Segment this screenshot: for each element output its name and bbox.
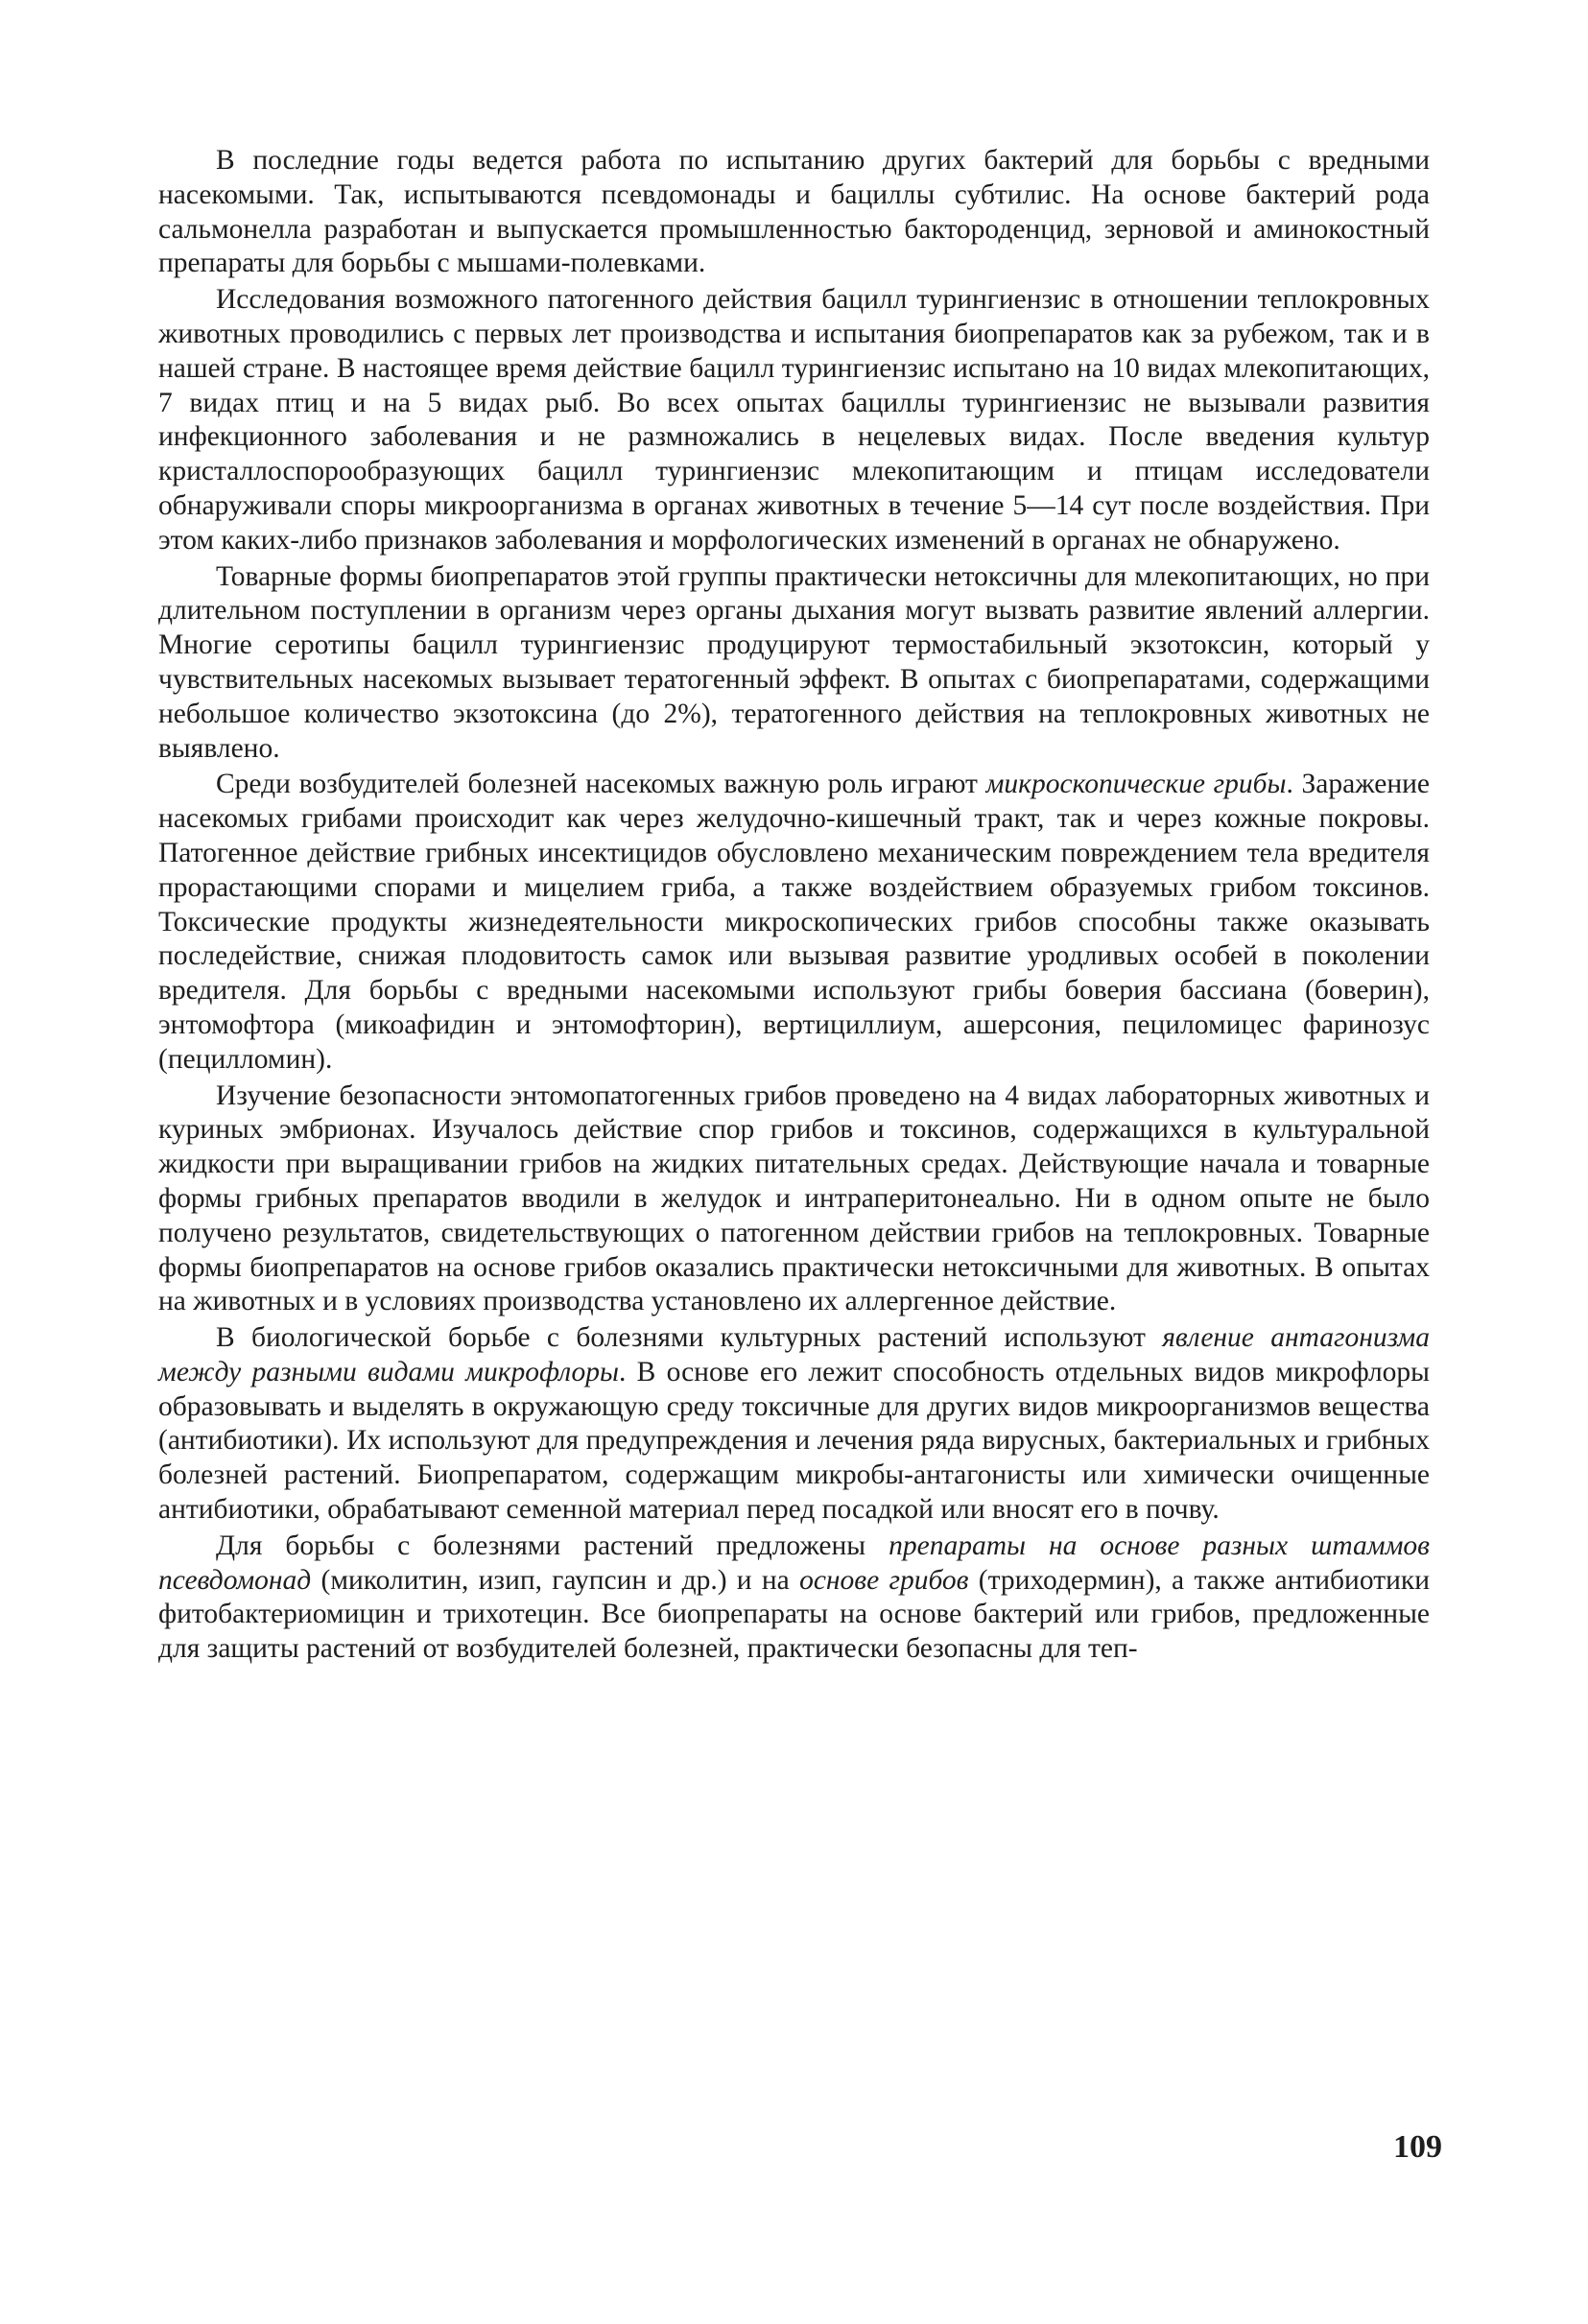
paragraph-commercial-forms: Товарные формы биопрепаратов этой группы практически нетоксичны для млекопитающих, но при длительном поступлении в организм через органы дыхания могут вызвать развитие явлений аллергии. Многие серотипы бацилл турингиензис продуцируют термостабильный экзотоксин, который у чувствительных насекомых вызывает тератогенный эффект. В опытах с биопрепаратами, содержащими небольшое количество экзотоксина (до 2%), тератогенного действия на теплокровных животных не выявлено.	[158, 560, 1430, 764]
page-number: 109	[1393, 2129, 1442, 2165]
paragraph-antagonism: В биологической борьбе с болезнями культурных растений используют явление антагонизма между разными видами микрофлоры. В основе его лежит способность отдельных видов микрофлоры образовывать и выделять в окружающую среду токсичные для других видов микроорганизмов вещества (антибиотики). Их используют для предупреждения и лечения ряда вирусных, бактериальных и грибных болезней растений. Биопрепаратом, содержащим микробы-антагонисты или химически очищенные антибиотики, обрабатывают семенной материал перед посадкой или вносят его в почву.	[158, 1322, 1430, 1526]
paragraph-microscopic-fungi: Среди возбудителей болезней насекомых важную роль играют микроскопические грибы. Заражение насекомых грибами происходит как через желудочно-кишечный тракт, так и через кожные покровы. Патогенное действие грибных инсектицидов обусловлено механическим повреждением тела вредителя прорастающими спорами и мицелием гриба, а также воздействием образуемых грибом токсинов. Токсические продукты жизнедеятельности микроскопических грибов способны также оказывать последействие, снижая плодовитость самок или вызывая развитие уродливых особей в поколении вредителя. Для борьбы с вредными насекомыми используют грибы боверия бассиана (боверин), энтомофтора (микоафидин и энтомофторин), вертициллиум, ашерсония, пециломицес фаринозус (пецилломин).	[158, 769, 1430, 1075]
paragraph-other-bacteria: В последние годы ведется работа по испытанию других бактерий для борьбы с вредными насекомыми. Так, испытываются псевдомонады и бациллы субтилис. На основе бактерий рода сальмонелла разработан и выпускается промышленностью бактороденцид, зерновой и аминокостный препараты для борьбы с мышами-полевками.	[158, 145, 1430, 279]
paragraph-plant-disease-preparations: Для борьбы с болезнями растений предложены препараты на основе разных штаммов псевдомонад (миколитин, изип, гаупсин и др.) и на основе грибов (триходермин), а также антибиотики фитобактериомицин и трихотецин. Все биопрепараты на основе бактерий или грибов, предложенные для защиты растений от возбудителей болезней, практически безопасны для теп-	[158, 1530, 1431, 1665]
paragraph-fungi-safety-study: Изучение безопасности энтомопатогенных грибов проведено на 4 видах лабораторных животных и куриных эмбрионах. Изучалось действие спор грибов и токсинов, содержащихся в культуральной жидкости при выращивании грибов на жидких питательных средах. Действующие начала и товарные формы грибных препаратов вводили в желудок и интраперитонеально. Ни в одном опыте не было получено результатов, свидетельствующих о патогенном действии грибов на теплокровных. Товарные формы биопрепаратов на основе грибов оказались практически нетоксичными для животных. В опытах на животных и в условиях производства установлено их аллергенное действие.	[158, 1079, 1430, 1317]
paragraph-bacillus-safety-research: Исследования возможного патогенного действия бацилл турингиензис в отношении теплокровных животных проводились с первых лет производства и испытания биопрепаратов как за рубежом, так и в нашей стране. В настоящее время действие бацилл турингиензис испытано на 10 видах млекопитающих, 7 видах птиц и на 5 видах рыб. Во всех опытах бациллы турингиензис не вызывали развития инфекционного заболевания и не размножались в нецелевых видах. После введения культур кристаллоспорообразующих бацилл турингиензис млекопитающим и птицам исследователи обнаруживали споры микроорганизма в органах животных в течение 5—14 сут после воздействия. При этом каких-либо признаков заболевания и морфологических изменений в органах не обнаружено.	[158, 284, 1430, 556]
